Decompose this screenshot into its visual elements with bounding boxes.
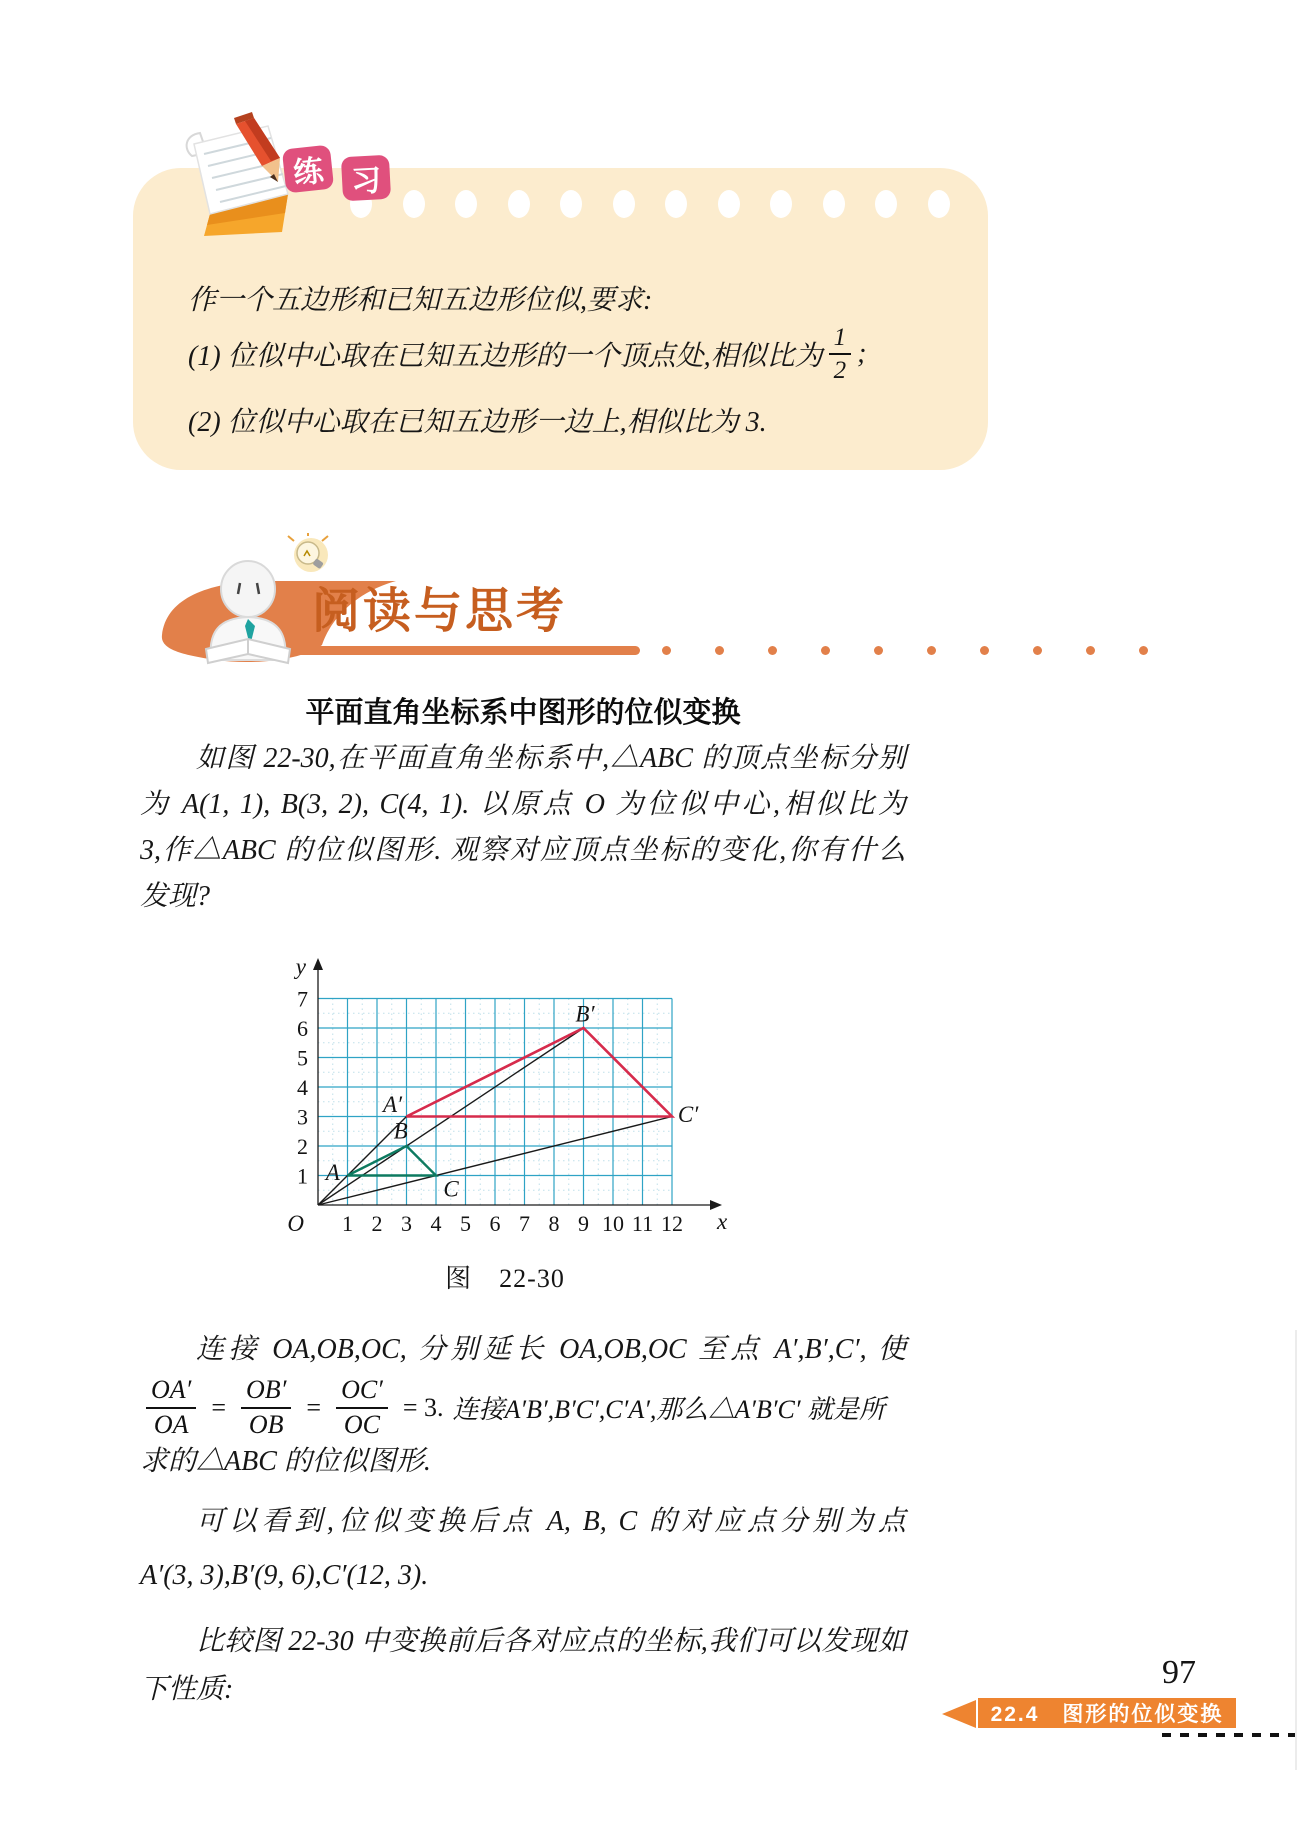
coordinate-plane-figure xyxy=(265,948,745,1248)
fraction-one-half xyxy=(829,324,852,385)
paragraph-3-line-2: A′(3, 3),B′(9, 6),C′(12, 3). xyxy=(140,1560,429,1591)
footer-tab-notch xyxy=(942,1700,976,1728)
x-tick-label: 4 xyxy=(430,1211,442,1236)
dot xyxy=(613,190,635,218)
dot xyxy=(508,190,530,218)
dot xyxy=(821,646,830,655)
x-tick-label: 5 xyxy=(460,1211,471,1236)
y-tick-label: 1 xyxy=(297,1163,308,1189)
footer-section-tab: 22.4 图形的位似变换 xyxy=(978,1698,1236,1728)
reading-section-title: 阅读与思考 xyxy=(312,585,568,638)
dot xyxy=(662,646,671,655)
dot xyxy=(715,646,724,655)
paragraph-2-line-1: 连接 OA,OB,OC, 分别延长 OA,OB,OC 至点 A′,B′,C′, 使 xyxy=(196,1334,906,1365)
x-tick-label: 1 xyxy=(342,1211,353,1236)
figure-caption: 图 22-30 xyxy=(445,1264,565,1293)
x-tick-label: 7 xyxy=(519,1211,530,1236)
practice-intro: 作一个五边形和已知五边形位似,要求: xyxy=(188,285,653,316)
dot xyxy=(1086,646,1095,655)
fraction-numerator: OC′ xyxy=(336,1376,388,1409)
fraction-denominator: 2 xyxy=(833,357,847,384)
paragraph-1-line-4: 发现? xyxy=(140,881,211,912)
dot xyxy=(665,190,687,218)
y-tick-label: 3 xyxy=(297,1104,308,1130)
paragraph-1-line-2: 为 A(1, 1), B(3, 2), C(4, 1). 以原点 O 为位似中心,相似比为 xyxy=(140,789,906,820)
practice-item-1-punct: ; xyxy=(857,338,867,369)
x-tick-label: 8 xyxy=(548,1211,560,1236)
paragraph-2-line-3: 求的△ABC 的位似图形. xyxy=(140,1446,431,1477)
fraction-numerator: OA′ xyxy=(146,1376,196,1409)
figure-head xyxy=(221,561,275,617)
fraction-ob xyxy=(241,1376,291,1439)
dot xyxy=(768,646,777,655)
dot xyxy=(560,190,582,218)
page-edge-line xyxy=(1295,1330,1297,1770)
dot xyxy=(927,646,936,655)
footer-dashed-line xyxy=(1162,1733,1303,1737)
origin-label: O xyxy=(287,1211,304,1236)
dot xyxy=(874,646,883,655)
practice-item-1-text: (1) 位似中心取在已知五边形的一个顶点处,相似比为 xyxy=(188,341,823,372)
y-tick-label: 7 xyxy=(297,986,308,1012)
dot xyxy=(823,190,845,218)
x-tick-label: 6 xyxy=(489,1211,501,1236)
paragraph-1-line-1: 如图 22-30,在平面直角坐标系中,△ABC 的顶点坐标分别 xyxy=(196,743,906,774)
dot xyxy=(403,190,425,218)
x-axis-label: x xyxy=(717,1209,728,1234)
paragraph-3-line-1: 可以看到,位似变换后点 A, B, C 的对应点分别为点 xyxy=(196,1506,906,1537)
y-tick-label: 6 xyxy=(297,1016,308,1041)
vertex-label: C′ xyxy=(677,1101,699,1127)
fraction-oa xyxy=(146,1376,196,1439)
paragraph-4-line-1: 比较图 22-30 中变换前后各对应点的坐标,我们可以发现如 xyxy=(196,1626,906,1657)
fraction-denominator: OC xyxy=(343,1409,381,1439)
equation-result: = 3. xyxy=(402,1392,444,1422)
paragraph-1-line-3: 3,作△ABC 的位似图形. 观察对应顶点坐标的变化,你有什么 xyxy=(140,835,906,866)
dot xyxy=(1139,646,1148,655)
x-tick-label: 10 xyxy=(602,1211,624,1236)
vertex-label: A xyxy=(325,1159,340,1185)
practice-item-2: (2) 位似中心取在已知五边形一边上,相似比为 3. xyxy=(188,407,767,438)
practice-badge-lian: 练 xyxy=(282,145,334,194)
x-tick-label: 2 xyxy=(371,1211,383,1236)
y-tick-label: 2 xyxy=(297,1134,308,1159)
dot xyxy=(928,190,950,218)
x-tick-label: 9 xyxy=(578,1211,589,1236)
equation-line xyxy=(140,1376,940,1439)
article-title: 平面直角坐标系中图形的位似变换 xyxy=(305,697,741,729)
fraction-denominator: OA xyxy=(153,1409,189,1439)
vertex-label: C xyxy=(443,1176,459,1202)
page-number: 97 xyxy=(1162,1654,1196,1691)
vertex-label: B xyxy=(393,1118,408,1144)
y-axis-arrow xyxy=(313,958,323,970)
paragraph-4-line-2: 下性质: xyxy=(140,1674,234,1705)
practice-badge-xi: 习 xyxy=(341,155,391,201)
dot xyxy=(455,190,477,218)
triangle-abc xyxy=(348,1146,437,1176)
vertex-label: B′ xyxy=(575,1001,595,1027)
dot xyxy=(980,646,989,655)
dot xyxy=(875,190,897,218)
x-tick-label: 12 xyxy=(661,1211,683,1236)
equals-sign: = xyxy=(306,1392,322,1422)
equals-sign: = xyxy=(211,1392,227,1422)
fraction-numerator: 1 xyxy=(829,324,852,356)
fraction-denominator: OB xyxy=(248,1409,284,1439)
practice-dots-row xyxy=(350,190,980,220)
dot xyxy=(770,190,792,218)
x-tick-label: 11 xyxy=(631,1211,654,1236)
y-tick-label: 5 xyxy=(297,1045,308,1071)
vertex-label: A′ xyxy=(382,1092,403,1118)
fraction-oc xyxy=(336,1376,388,1439)
y-tick-label: 4 xyxy=(297,1075,308,1100)
x-tick-label: 3 xyxy=(401,1211,412,1236)
y-axis-label: y xyxy=(295,954,306,979)
dot xyxy=(718,190,740,218)
equation-tail-text: 连接A′B′,B′C′,C′A′,那么△A′B′C′ 就是所 xyxy=(452,1395,886,1425)
fraction-numerator: OB′ xyxy=(241,1376,291,1409)
practice-item-1 xyxy=(188,318,866,390)
dot xyxy=(1033,646,1042,655)
